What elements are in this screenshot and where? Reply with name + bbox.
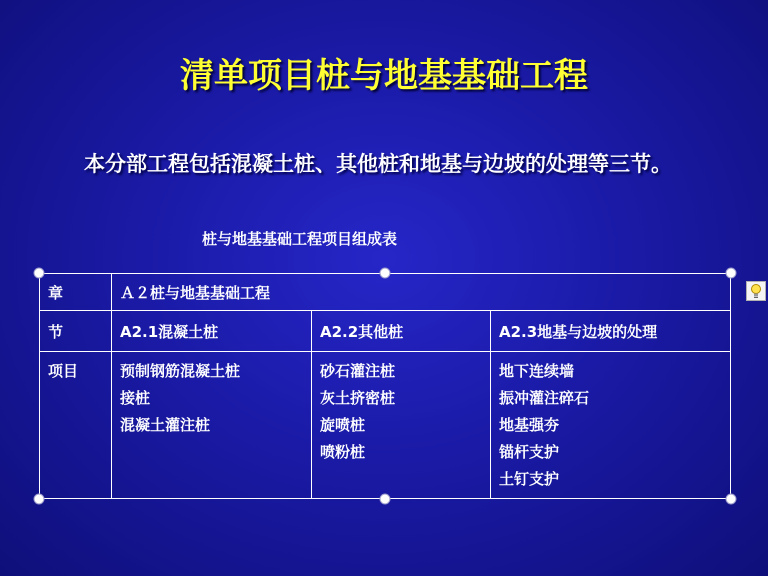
- item: 混凝土灌注桩: [120, 416, 211, 434]
- section-cell-1: A2.1混凝土桩: [112, 311, 312, 352]
- chapter-label-cell: 章: [40, 274, 112, 311]
- items-cell-1: [112, 352, 312, 499]
- item: 地基强夯: [499, 416, 560, 434]
- item: 接桩: [120, 389, 151, 407]
- table-row-items: [40, 352, 731, 499]
- slide-title: 清单项目桩与地基基础工程: [180, 56, 588, 96]
- item: 砂石灌注桩: [320, 362, 396, 380]
- resize-handle-bottom-center[interactable]: [380, 494, 391, 505]
- chapter-value-cell: Ａ２桩与地基基础工程: [112, 274, 731, 311]
- resize-handle-top-center[interactable]: [380, 268, 391, 279]
- resize-handle-bottom-left[interactable]: [34, 494, 45, 505]
- item: 喷粉桩: [320, 443, 366, 461]
- table-row-chapter: [40, 274, 731, 311]
- section-label-cell: 节: [40, 311, 112, 352]
- composition-table[interactable]: [39, 273, 731, 499]
- item: 预制钢筋混凝土桩: [120, 362, 241, 380]
- items-label-cell: [40, 352, 112, 499]
- item: 地下连续墙: [499, 362, 575, 380]
- items-cell-2: [312, 352, 491, 499]
- section-cell-2: A2.2其他桩: [312, 311, 491, 352]
- item: 振冲灌注碎石: [499, 389, 590, 407]
- items-cell-3: [491, 352, 731, 499]
- item: 锚杆支护: [499, 443, 560, 461]
- item: 旋喷桩: [320, 416, 366, 434]
- items-label: 项目: [48, 362, 79, 380]
- resize-handle-top-left[interactable]: [34, 268, 45, 279]
- item: 灰土挤密桩: [320, 389, 396, 407]
- lightbulb-icon[interactable]: [746, 281, 766, 301]
- table-caption: 桩与地基基础工程项目组成表: [202, 230, 398, 248]
- resize-handle-top-right[interactable]: [726, 268, 737, 279]
- resize-handle-bottom-right[interactable]: [726, 494, 737, 505]
- item: 土钉支护: [499, 470, 560, 488]
- section-cell-3: A2.3地基与边坡的处理: [491, 311, 731, 352]
- intro-paragraph: 本分部工程包括混凝土桩、其他桩和地基与边坡的处理等三节。: [84, 152, 672, 176]
- table-row-section: [40, 311, 731, 352]
